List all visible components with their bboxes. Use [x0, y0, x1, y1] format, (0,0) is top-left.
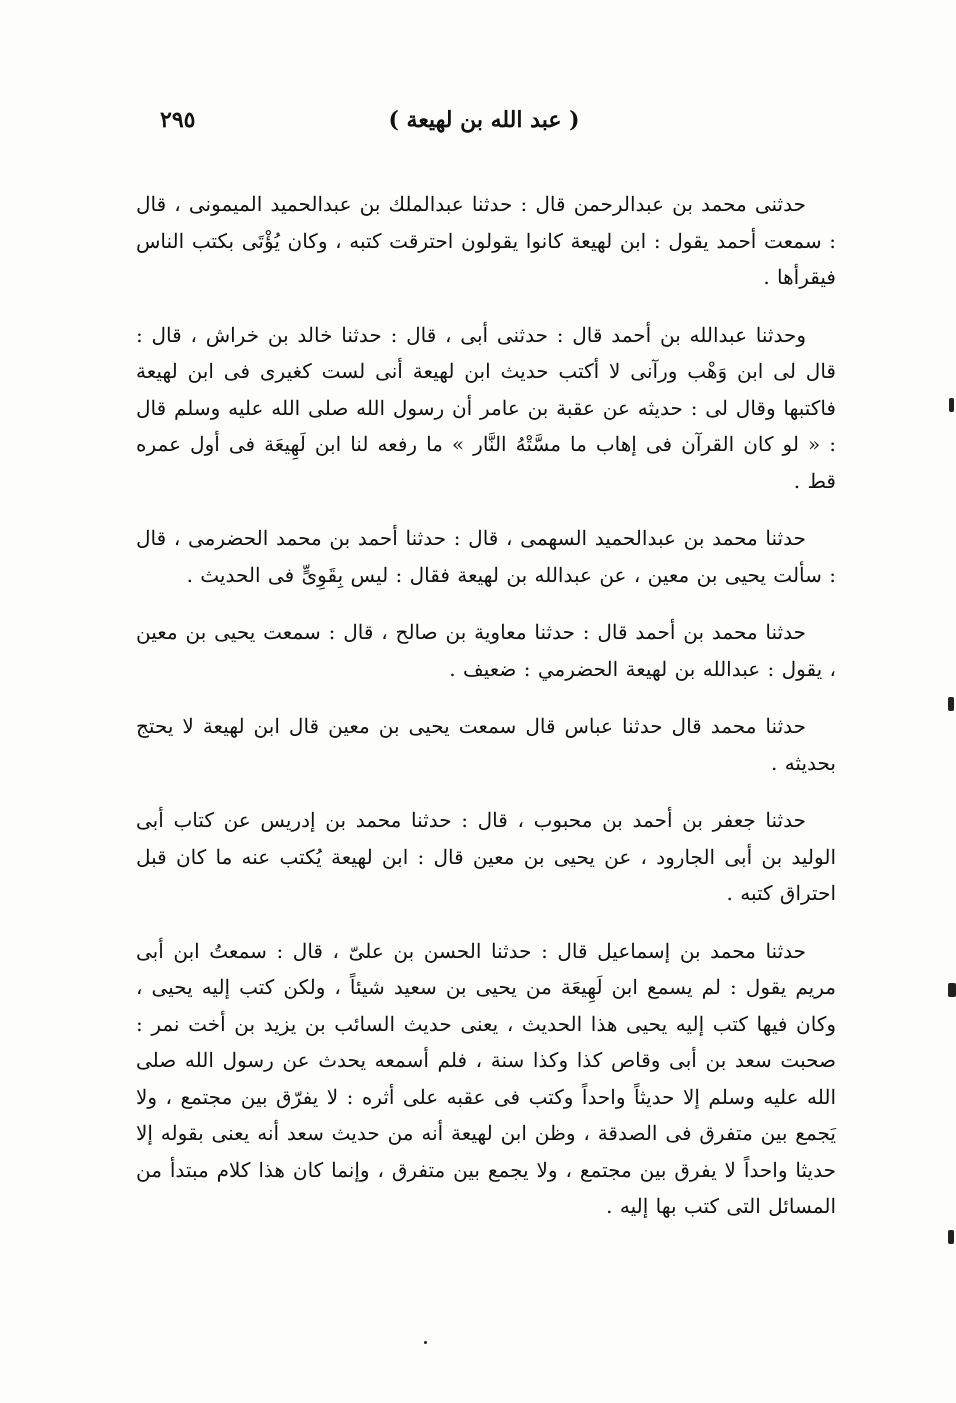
paragraph-2: وحدثنا عبدالله بن أحمد قال : حدثنى أبى ، قال : حدثنا خالد بن خراش ، قال : قال لى ابن وَهْب ورآنى لا أكتب حديث ابن لهيعة أنى لست كغيرى فى ابن لهيعة فاكتبها وقال لى : حديثه عن عقبة بن عامر أن رسول الله صلى الله عليه وسلم قال : « لو كان القرآن فى إهاب ما مسَّتْهُ النَّار » ما رفعه لنا ابن لَهِيعَة فى أول عمره قط . — [136, 322, 836, 493]
paragraph-7: حدثنا محمد بن إسماعيل قال : حدثنا الحسن بن علىّ ، قال : سمعتُ ابن أبى مريم يقول : لم يسمع ابن لَهِيعَة من يحيى بن سعيد شيئاً ، ولكن كتب إليه يحيى ، وكان فيها كتب إليه يحيى هذا الحديث ، يعنى حديث السائب بن يزيد بن أخت نمر : صحبت سعد بن أبى وقاص كذا وكذا سنة ، فلم أسمعه يحدث عن رسول الله صلى الله عليه وسلم إلا حديثاً واحداً وكتب فى عقبه على أثره : لا يفرّق بين مجتمع ، ولا يَجمع بين متفرق فى الصدقة ، وظن ابن لهيعة أنه من حديث سعد أنه يعنى بقوله إلا حديثا واحداً لا يفرق بين مجتمع ، ولا يجمع بين متفرق ، وإنما كان هذا كلام مبتدأ من المسائل التى كتب بها إليه . — [136, 938, 836, 1218]
page-header — [130, 104, 838, 144]
scan-speck — [424, 1341, 427, 1344]
paragraph-1: حدثنى محمد بن عبدالرحمن قال : حدثنا عبدالملك بن عبدالحميد الميمونى ، قال : سمعت أحمد يقول : ابن لهيعة كانوا يقولون احترقت كتبه ، وكان يُؤْتَى بكتب الناس فيقرأها . — [136, 192, 836, 289]
paragraph-4: حدثنا محمد بن أحمد قال : حدثنا معاوية بن صالح ، قال : سمعت يحيى بن معين ، يقول : عبدالله بن لهيعة الحضرمي : ضعيف . — [136, 620, 836, 681]
scan-speck — [949, 398, 954, 412]
scan-speck — [948, 697, 954, 711]
running-title: ( عبد الله بن لهيعة ) — [388, 107, 580, 133]
paragraph-3: حدثنا محمد بن عبدالحميد السهمى ، قال : حدثنا أحمد بن محمد الحضرمى ، قال : سألت يحيى بن معين ، عن عبدالله بن لهيعة فقال : ليس بِقَوِىٍّ فى الحديث . — [136, 526, 836, 587]
paragraph-6: حدثنا جعفر بن أحمد بن محبوب ، قال : حدثنا محمد بن إدريس عن كتاب أبى الوليد بن أبى الجارود ، عن يحيى بن معين قال : ابن لهيعة يُكتب عنه ما كان قبل احتراق كتبه . — [136, 808, 837, 905]
page-number: ٢٩٥ — [160, 107, 196, 133]
scan-speck — [948, 1230, 954, 1244]
body-text — [136, 186, 836, 1246]
paragraph-5: حدثنا محمد قال حدثنا عباس قال سمعت يحيى بن معين قال ابن لهيعة لا يحتج بحديثه . — [136, 714, 836, 775]
scan-speck — [948, 983, 956, 997]
